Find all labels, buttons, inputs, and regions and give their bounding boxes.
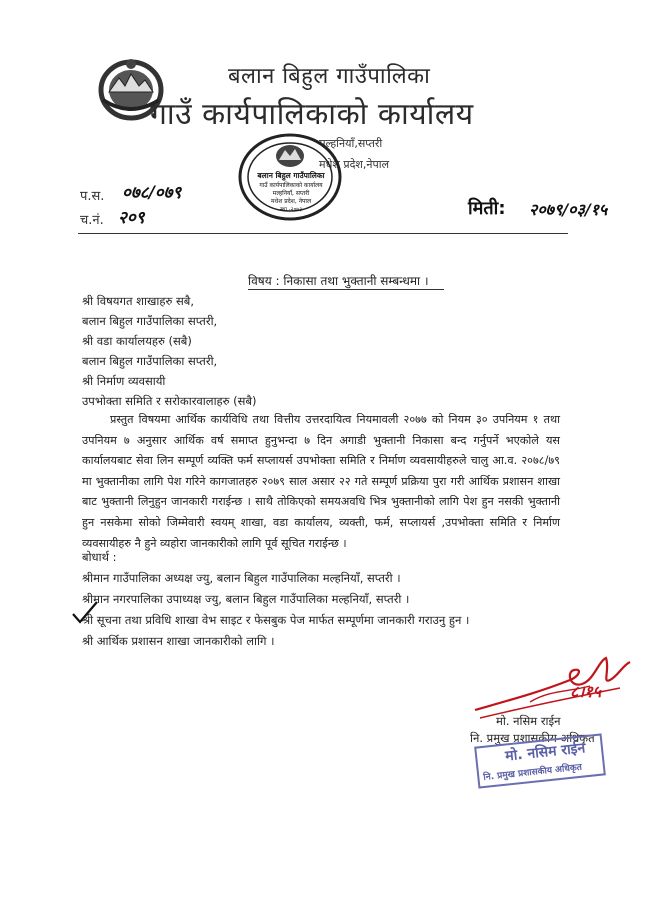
cc-section <box>82 547 602 652</box>
letter-body <box>82 410 560 554</box>
addressee-item: बलान बिहुल गाउँपालिका सप्तरी, <box>82 354 218 368</box>
signature-number: ८।१५ <box>570 682 602 701</box>
date-label: मिती: <box>468 198 506 219</box>
cc-item: श्रीमान नगरपालिका उपाध्यक्ष ज्यु, बलान बिहुल गाउँपालिका मल्हनियाँ, सप्तरी । <box>82 592 410 606</box>
seal-line-4: मधेश प्रदेश, नेपाल <box>270 198 312 205</box>
stamp-title: नि. प्रमुख प्रशासकीय अधिकृत <box>482 762 583 783</box>
addressee-item: बलान बिहुल गाउँपालिका सप्तरी, <box>82 314 218 328</box>
cc-item: श्री आर्थिक प्रशासन शाखा जानकारीको लागि । <box>82 634 275 648</box>
seal-line-2: गाउँ कार्यपालिकाको कार्यालय <box>259 182 323 189</box>
signatory-title: नि. प्रमुख प्रशासकीय अधिकृत <box>470 731 595 745</box>
seal-line-1: बलान बिहुल गाउँपालिका <box>257 171 325 180</box>
signatory-name: मो. नसिम राईन <box>496 714 561 728</box>
ps-value: ०७८/०७९ <box>122 183 182 203</box>
subject-line: विषय : निकासा तथा भुक्तानी सम्बन्धमा । <box>248 274 429 288</box>
body-paragraph: प्रस्तुत विषयमा आर्थिक कार्यविधि तथा वित्तीय उत्तरदायित्व नियमावली २०७७ को नियम ३० उपनियम १ तथा उपनियम ७ अनुसार आर्थिक वर्ष समाप्त हुनुभन्दा ७ दिन अगाडी भुक्तानी निकासा बन्द गर्नुपर्ने भएकोले यस कार्यालयबाट सेवा लिन सम्पूर्ण व्यक्ति फर्म सप्लायर्स उपभोक्ता समिति र निर्माण व्यवसायीहरुले चालु आ.व. २०७८/७९ मा भुक्तानीका लागि पेश गरिने कागजातहरु २०७९ साल असार २२ गते सम्पूर्ण प्रक्रिया पुरा गरी आर्थिक प्रशासन शाखा बाट भुक्तानी लिनुहुन जानकारी गराईन्छ । साथै तोकिएको समयअवधि भित्र भुक्तानीको लागि पेश हुन नसकी भुक्तानी हुन नसकेमा सोको जिम्मेवारी स्वयम् शाखा, वडा कार्यालय, व्यक्ती, फर्म, सप्लायर्स ,उपभोक्ता समिति र निर्माण व्यवसायीहरु नै हुने व्यहोरा जानकारीको लागि पूर्व सूचित गराईन्छ । <box>82 413 560 550</box>
seal-line-5: स्था.-२०७३ <box>279 207 303 213</box>
cc-title: बोधार्थ : <box>82 550 117 564</box>
addressee-item: उपभोक्ता समिति र सरोकारवालाहरु (सबै) <box>82 394 257 408</box>
location-province: मधेश प्रदेश,नेपाल <box>319 158 390 171</box>
location-district: मल्हनियाँ,सप्तरी <box>319 137 383 150</box>
seal-line-3: मल्हनियाँ, सप्तरी <box>272 190 310 197</box>
cc-item: श्रीमान गाउँपालिका अध्यक्ष ज्यु, बलान बिहुल गाउँपालिका मल्हनियाँ, सप्तरी । <box>82 571 401 585</box>
cn-label: च.नं. <box>80 213 104 228</box>
addressee-item: श्री विषयगत शाखाहरु सबै, <box>82 294 194 308</box>
cn-value: २०९ <box>118 208 145 228</box>
date-value: २०७९/०३/१५ <box>529 200 608 219</box>
org-name: बलान बिहुल गाउँपालिका <box>228 64 431 89</box>
header-divider <box>78 233 568 234</box>
office-name: गाउँ कार्यपालिकाको कार्यालय <box>150 97 474 132</box>
check-mark-icon <box>70 598 100 626</box>
addressee-item: श्री निर्माण व्यवसायी <box>82 374 166 388</box>
addressee-list <box>82 291 602 411</box>
office-seal <box>235 130 345 225</box>
ps-label: प.स. <box>80 189 105 204</box>
stamp-name: मो. नसिम राईन <box>504 740 587 765</box>
subject-underline <box>248 289 444 290</box>
addressee-item: श्री वडा कार्यालयहरु (सबै) <box>82 334 192 348</box>
cc-item: श्री सूचना तथा प्रविधि शाखा वेभ साइट र फेसबुक पेज मार्फत सम्पूर्णमा जानकारी गराउनु हुन । <box>82 613 470 627</box>
